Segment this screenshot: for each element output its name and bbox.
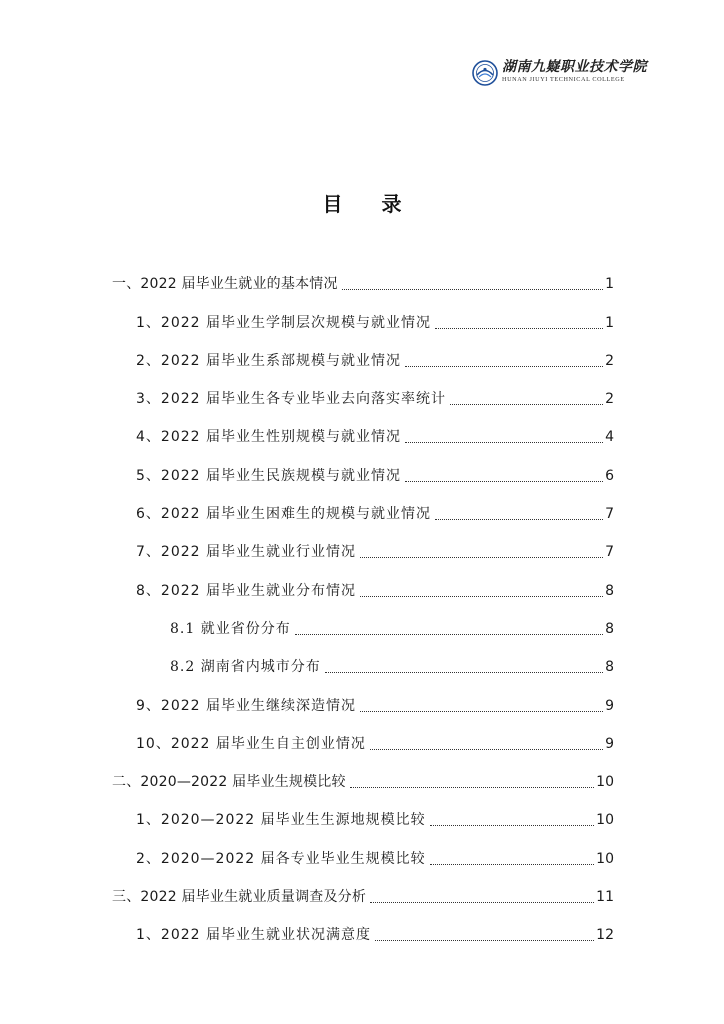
toc-page-number: 10 (596, 850, 614, 867)
toc-entry-title: 4、2022 届毕业生性别规模与就业情况 (136, 429, 401, 446)
toc-page-number: 9 (605, 697, 614, 714)
toc-dot-leader (435, 328, 603, 329)
toc-entry[interactable] (112, 262, 614, 300)
toc-dot-leader (325, 672, 603, 673)
toc-page-number: 2 (605, 391, 614, 408)
page-title: 目 录 (322, 192, 418, 216)
toc-entry-title: 8.1 就业省份分布 (170, 620, 291, 637)
toc-entry-title: 8、2022 届毕业生就业分布情况 (136, 582, 356, 599)
toc-entry[interactable] (112, 568, 614, 606)
toc-entry-title: 三、2022 届毕业生就业质量调查及分析 (112, 889, 367, 906)
toc-entry[interactable] (112, 377, 614, 415)
toc-dot-leader (370, 902, 594, 903)
toc-entry[interactable] (112, 453, 614, 491)
logo-english-name: HUNAN JIUYI TECHNICAL COLLEGE (502, 76, 625, 83)
toc-entry-title: 2、2020—2022 届各专业毕业生规模比较 (136, 850, 426, 867)
toc-page-number: 8 (605, 582, 614, 599)
toc-entry-title: 一、2022 届毕业生就业的基本情况 (112, 276, 338, 293)
toc-entry-title: 1、2020—2022 届毕业生生源地规模比较 (136, 812, 426, 829)
toc-dot-leader (350, 787, 594, 788)
toc-entry[interactable] (112, 492, 614, 530)
toc-entry[interactable] (112, 607, 614, 645)
toc-entry[interactable] (112, 339, 614, 377)
toc-dot-leader (360, 557, 603, 558)
logo-chinese-name: 湖南九嶷职业技术学院 (502, 59, 647, 75)
toc-dot-leader (405, 442, 603, 443)
toc-dot-leader (405, 481, 603, 482)
toc-entry[interactable] (112, 760, 614, 798)
toc-entry[interactable] (112, 798, 614, 836)
toc-entry[interactable] (112, 530, 614, 568)
toc-entry[interactable] (112, 913, 614, 951)
toc-dot-leader (360, 711, 603, 712)
toc-dot-leader (342, 289, 603, 290)
toc-dot-leader (405, 366, 603, 367)
toc-dot-leader (430, 825, 595, 826)
toc-dot-leader (295, 634, 603, 635)
toc-entry[interactable] (112, 722, 614, 760)
toc-page-number: 6 (605, 467, 614, 484)
toc-page-number: 10 (596, 812, 614, 829)
toc-entry-title: 二、2020—2022 届毕业生规模比较 (112, 774, 346, 791)
toc-page-number: 1 (605, 314, 614, 331)
toc-page-number: 7 (605, 506, 614, 523)
toc-page-number: 7 (605, 544, 614, 561)
toc-entry[interactable] (112, 683, 614, 721)
toc-page-number: 2 (605, 352, 614, 369)
toc-entry[interactable] (112, 645, 614, 683)
toc-entry-title: 8.2 湖南省内城市分布 (170, 659, 321, 676)
toc-entry-title: 5、2022 届毕业生民族规模与就业情况 (136, 467, 401, 484)
toc-entry-title: 9、2022 届毕业生继续深造情况 (136, 697, 356, 714)
toc-page-number: 4 (605, 429, 614, 446)
toc-dot-leader (430, 864, 595, 865)
toc-entry-title: 3、2022 届毕业生各专业毕业去向落实率统计 (136, 391, 446, 408)
toc-page-number: 8 (605, 659, 614, 676)
toc-entry[interactable] (112, 415, 614, 453)
toc-page-number: 11 (596, 889, 614, 906)
toc-page-number: 9 (605, 735, 614, 752)
toc-entry[interactable] (112, 300, 614, 338)
toc-page-number: 1 (605, 276, 614, 293)
toc-dot-leader (370, 749, 603, 750)
toc-dot-leader (450, 404, 603, 405)
toc-dot-leader (375, 940, 594, 941)
toc-entry-title: 7、2022 届毕业生就业行业情况 (136, 544, 356, 561)
toc-page-number: 10 (596, 774, 614, 791)
toc-entry-title: 1、2022 届毕业生就业状况满意度 (136, 927, 371, 944)
toc-entry-title: 1、2022 届毕业生学制层次规模与就业情况 (136, 314, 431, 331)
toc-entry-title: 6、2022 届毕业生困难生的规模与就业情况 (136, 506, 431, 523)
table-of-contents (112, 262, 614, 951)
toc-entry-title: 2、2022 届毕业生系部规模与就业情况 (136, 352, 401, 369)
toc-page-number: 8 (605, 620, 614, 637)
toc-entry-title: 10、2022 届毕业生自主创业情况 (136, 735, 366, 752)
toc-page-number: 12 (596, 927, 614, 944)
toc-entry[interactable] (112, 836, 614, 874)
college-emblem-icon (472, 60, 498, 86)
toc-dot-leader (360, 596, 603, 597)
toc-entry[interactable] (112, 875, 614, 913)
college-logo (472, 58, 647, 92)
toc-dot-leader (435, 519, 603, 520)
